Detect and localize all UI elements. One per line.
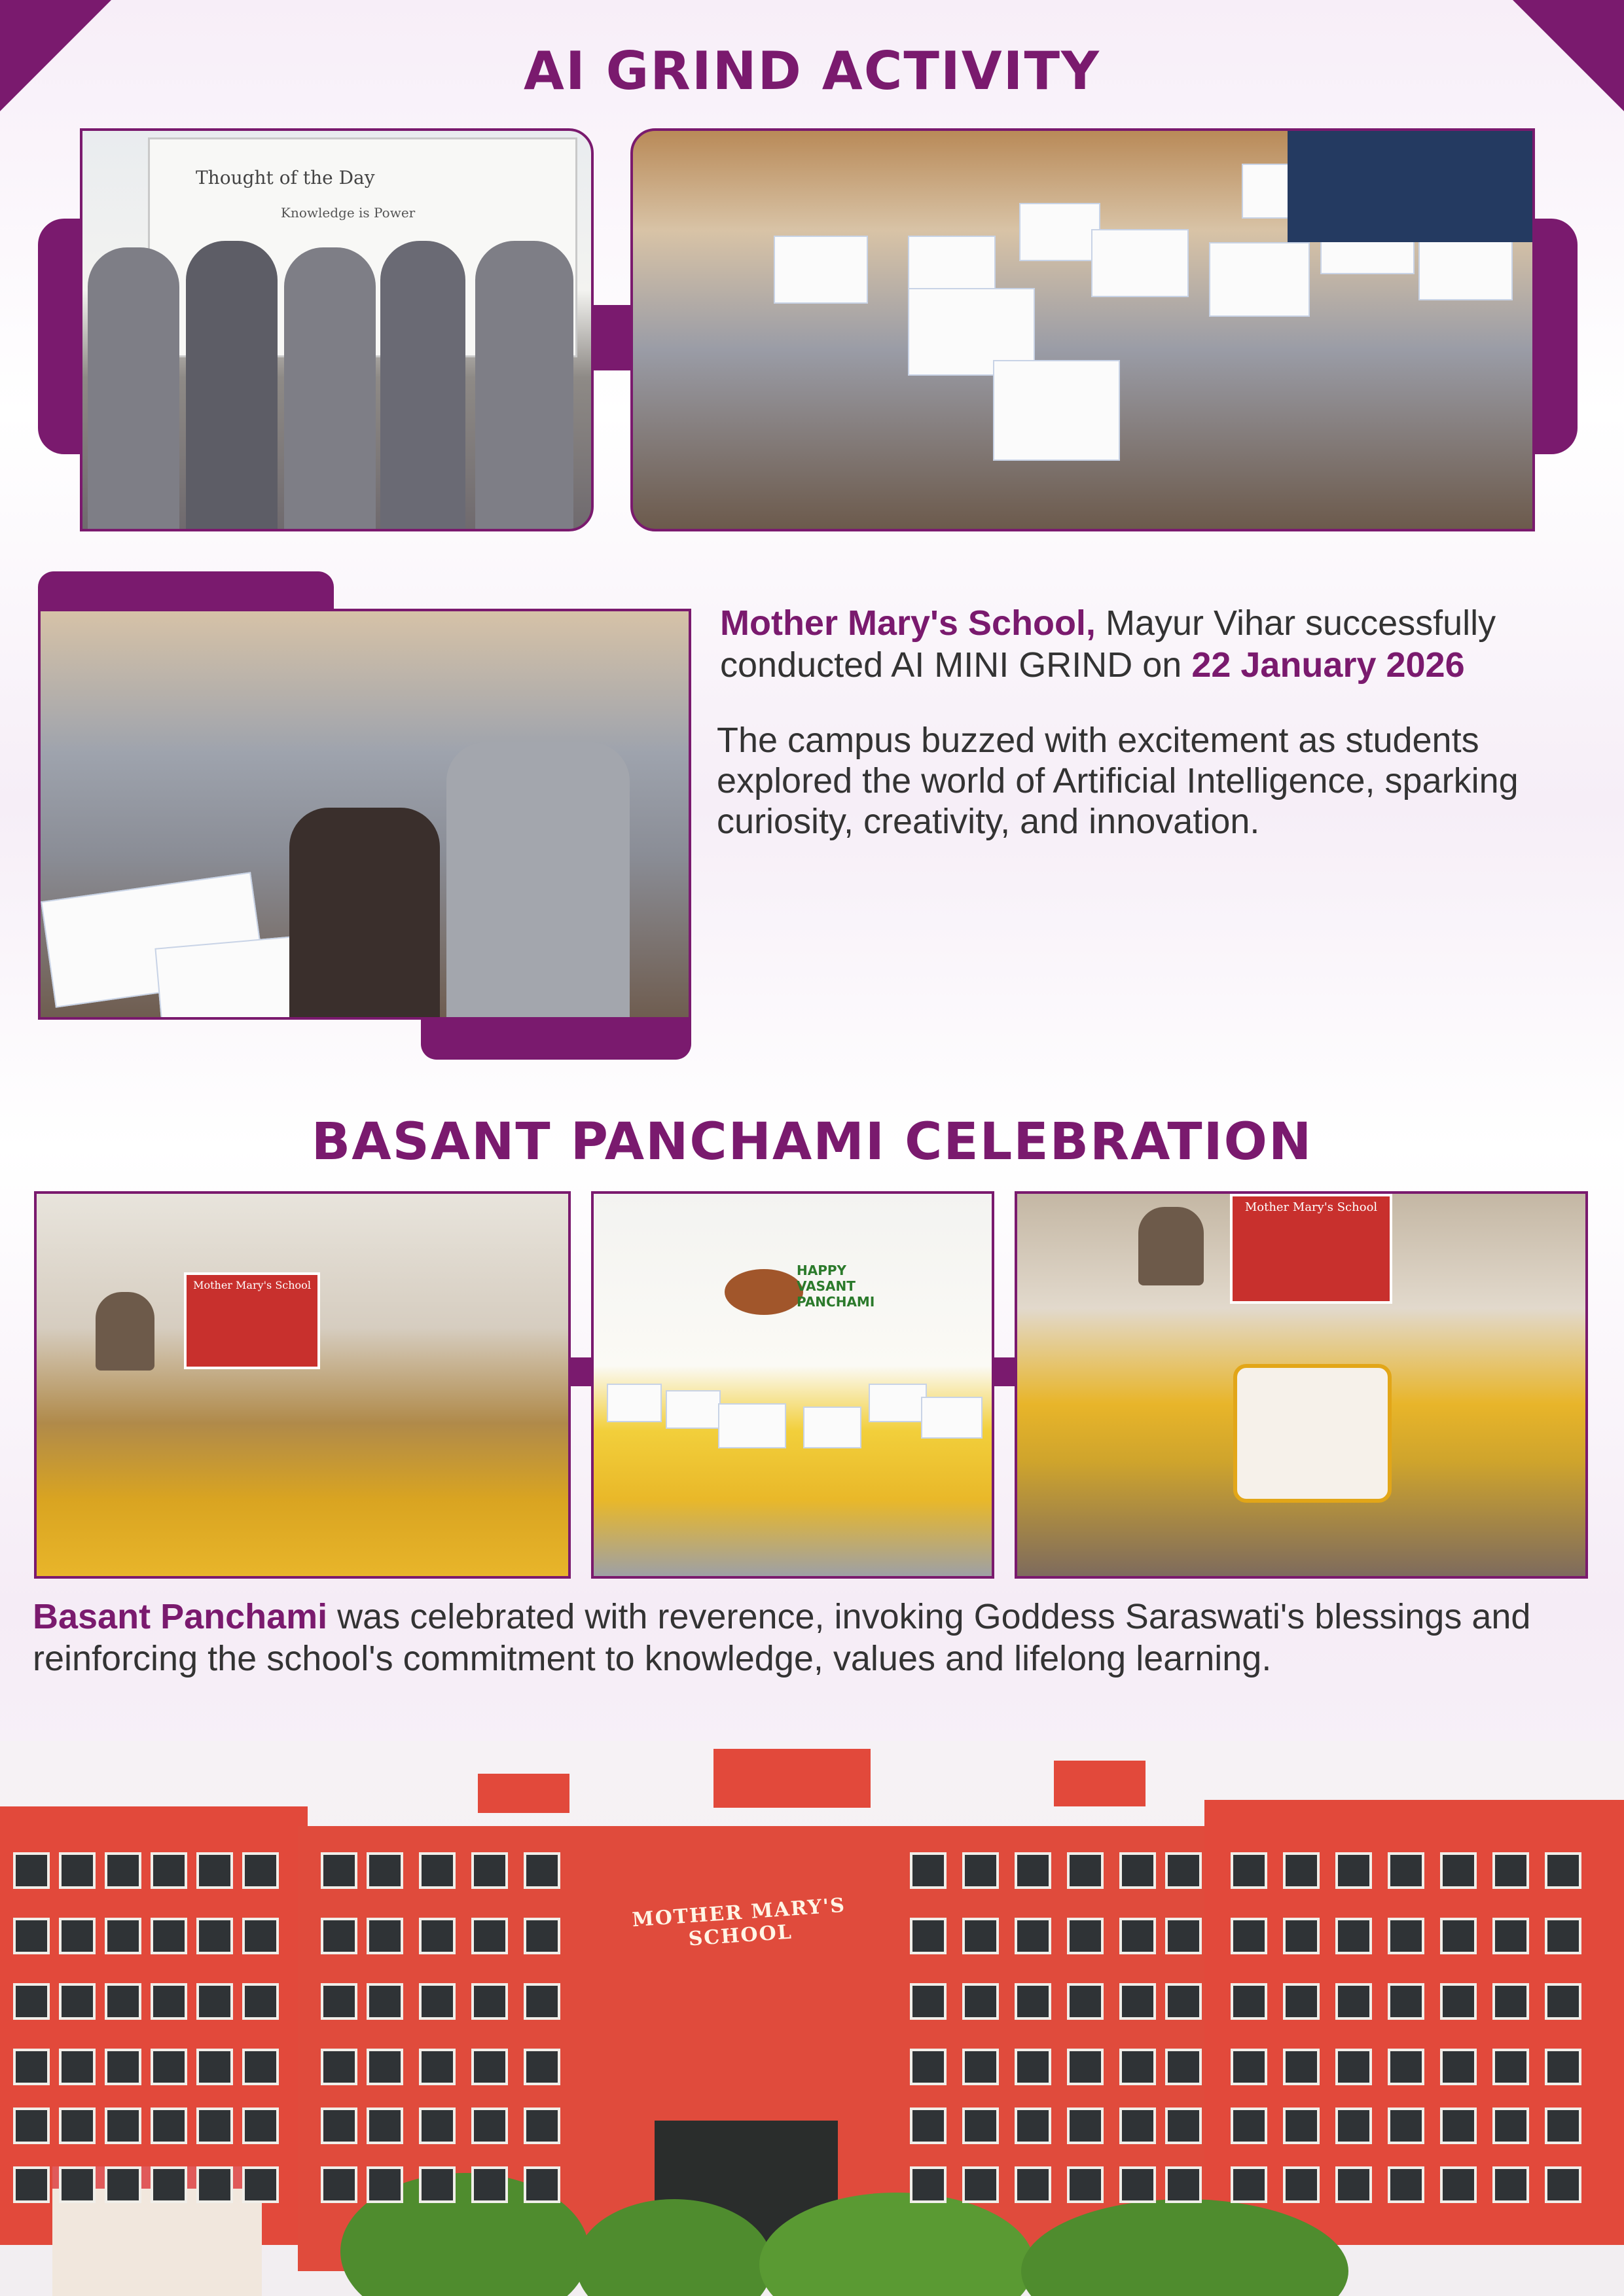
building-window bbox=[1119, 1983, 1156, 2020]
building-window bbox=[471, 1983, 508, 2020]
building-window bbox=[1545, 1918, 1581, 1954]
building-window bbox=[151, 2108, 187, 2144]
building-window bbox=[367, 1983, 403, 2020]
building-window bbox=[1165, 2166, 1202, 2203]
saraswati-banner bbox=[184, 1272, 320, 1369]
building-window bbox=[59, 2049, 96, 2085]
building-window bbox=[1545, 2049, 1581, 2085]
banner-text: Mother Mary's School bbox=[193, 1279, 311, 1291]
building-window bbox=[910, 2049, 947, 2085]
building-sign: MOTHER MARY'S SCHOOL bbox=[631, 1893, 847, 1951]
building-window bbox=[1388, 1983, 1424, 2020]
student-figure bbox=[446, 742, 630, 1017]
building-window bbox=[419, 2108, 456, 2144]
paper-sheet bbox=[1418, 236, 1513, 300]
ai-photo-classroom-raised-papers bbox=[630, 128, 1535, 531]
building-window bbox=[196, 2166, 233, 2203]
building-window bbox=[13, 2049, 50, 2085]
building-window bbox=[1335, 2166, 1372, 2203]
building-window bbox=[105, 2108, 141, 2144]
building-window bbox=[471, 2049, 508, 2085]
building-window bbox=[151, 1918, 187, 1954]
building-window bbox=[1165, 2049, 1202, 2085]
paper-sheet bbox=[1019, 203, 1100, 261]
building-window bbox=[242, 1852, 279, 1889]
building-window bbox=[1067, 1983, 1104, 2020]
building-window bbox=[1492, 2108, 1529, 2144]
intro-text: Mayur Vihar successfully conducted AI MINI GRIND on bbox=[720, 603, 1496, 685]
basant-photo-assembly bbox=[34, 1191, 571, 1579]
building-window bbox=[1283, 1983, 1320, 2020]
building-window bbox=[1231, 1852, 1267, 1889]
building-window bbox=[367, 2166, 403, 2203]
building-window bbox=[962, 1983, 999, 2020]
building-window bbox=[59, 1983, 96, 2020]
building-window bbox=[367, 2049, 403, 2085]
building-window bbox=[242, 2108, 279, 2144]
building-window bbox=[1119, 2108, 1156, 2144]
building-window bbox=[419, 1852, 456, 1889]
building-window bbox=[242, 2049, 279, 2085]
building-window bbox=[524, 1918, 560, 1954]
building-window bbox=[1283, 1852, 1320, 1889]
building-window bbox=[1545, 2108, 1581, 2144]
building-window bbox=[471, 2166, 508, 2203]
building-window bbox=[962, 2108, 999, 2144]
drawing-sheet bbox=[803, 1407, 861, 1448]
event-date: 22 January 2026 bbox=[1191, 645, 1465, 685]
building-window bbox=[1545, 1852, 1581, 1889]
side-tab-left bbox=[38, 219, 84, 454]
ai-description-paragraph: The campus buzzed with excitement as students explored the world of Artificial Intelligence, sparking curiosity, creativity, and innovation. bbox=[717, 721, 1519, 841]
building-window bbox=[471, 1918, 508, 1954]
building-window bbox=[1015, 1918, 1051, 1954]
building-window bbox=[13, 1852, 50, 1889]
building-window bbox=[910, 1852, 947, 1889]
student-figure bbox=[380, 241, 465, 529]
student-figure bbox=[289, 808, 440, 1017]
building-window bbox=[196, 2049, 233, 2085]
building-window bbox=[1015, 1852, 1051, 1889]
building-window bbox=[1335, 2108, 1372, 2144]
building-window bbox=[1067, 2049, 1104, 2085]
vasant-panchami-board bbox=[725, 1249, 895, 1328]
basant-panchami-title: BASANT PANCHAMI CELEBRATION bbox=[311, 1113, 1313, 1172]
building-window bbox=[1231, 2166, 1267, 2203]
building-window bbox=[321, 1983, 357, 2020]
building-window bbox=[1283, 2108, 1320, 2144]
building-window bbox=[196, 1918, 233, 1954]
building-window bbox=[59, 1918, 96, 1954]
rooftop-block bbox=[713, 1749, 871, 1808]
building-window bbox=[196, 1983, 233, 2020]
building-window bbox=[1388, 2108, 1424, 2144]
building-window bbox=[524, 2166, 560, 2203]
building-window bbox=[1388, 1918, 1424, 1954]
building-window bbox=[524, 1852, 560, 1889]
building-window bbox=[1067, 1852, 1104, 1889]
building-window bbox=[419, 2166, 456, 2203]
building-window bbox=[321, 2166, 357, 2203]
banner-text: HAPPY VASANT PANCHAMI bbox=[797, 1263, 875, 1310]
building-window bbox=[1492, 1918, 1529, 1954]
basant-description-paragraph bbox=[33, 1596, 1591, 1679]
building-window bbox=[1067, 2166, 1104, 2203]
building-window bbox=[419, 2049, 456, 2085]
building-window bbox=[367, 2108, 403, 2144]
building-window bbox=[1440, 2049, 1477, 2085]
building-window bbox=[1545, 1983, 1581, 2020]
basant-lead: Basant Panchami bbox=[33, 1597, 328, 1636]
saraswati-banner bbox=[1230, 1194, 1392, 1304]
building-window bbox=[1231, 1983, 1267, 2020]
building-window bbox=[1231, 2108, 1267, 2144]
building-window bbox=[419, 1983, 456, 2020]
building-window bbox=[105, 2166, 141, 2203]
basant-text: was celebrated with reverence, invoking Goddess Saraswati's blessings and reinforcing the school's commitment to knowledge, values and lifelong learning. bbox=[33, 1597, 1531, 1678]
building-window bbox=[524, 1983, 560, 2020]
drawing-sheet bbox=[921, 1397, 983, 1439]
basant-photo-saraswati-altar bbox=[1015, 1191, 1588, 1579]
building-window bbox=[13, 2108, 50, 2144]
building-window bbox=[1492, 1983, 1529, 2020]
building-window bbox=[105, 1983, 141, 2020]
building-window bbox=[1492, 2166, 1529, 2203]
building-window bbox=[1067, 1918, 1104, 1954]
building-window bbox=[1440, 1852, 1477, 1889]
building-window bbox=[962, 1852, 999, 1889]
building-window bbox=[962, 2049, 999, 2085]
school-name: Mother Mary's School, bbox=[720, 603, 1096, 643]
building-window bbox=[1165, 1983, 1202, 2020]
building-window bbox=[1283, 1918, 1320, 1954]
student-figure bbox=[88, 247, 179, 529]
connector-bar bbox=[592, 305, 633, 370]
side-tab-right bbox=[1532, 219, 1578, 454]
building-window bbox=[962, 1918, 999, 1954]
building-window bbox=[910, 1983, 947, 2020]
building-window bbox=[59, 1852, 96, 1889]
building-window bbox=[1015, 1983, 1051, 2020]
flower-altar bbox=[1233, 1364, 1392, 1503]
building-window bbox=[1440, 1983, 1477, 2020]
student-figure bbox=[284, 247, 376, 529]
building-window bbox=[1335, 2049, 1372, 2085]
building-window bbox=[242, 1918, 279, 1954]
photo-tab-top bbox=[38, 571, 334, 611]
drawing-sheet bbox=[607, 1384, 662, 1422]
paper-sheet bbox=[1091, 229, 1189, 297]
building-window bbox=[59, 2166, 96, 2203]
building-window bbox=[471, 1852, 508, 1889]
drawing-sheet bbox=[869, 1384, 927, 1422]
building-window bbox=[151, 1983, 187, 2020]
paper-sheet bbox=[774, 236, 868, 304]
building-window bbox=[1119, 1852, 1156, 1889]
notice-board bbox=[1288, 131, 1535, 242]
building-window bbox=[1545, 2166, 1581, 2203]
building-window bbox=[13, 1983, 50, 2020]
building-window bbox=[321, 2049, 357, 2085]
building-window bbox=[59, 2108, 96, 2144]
building-window bbox=[1283, 2166, 1320, 2203]
building-window bbox=[1015, 2049, 1051, 2085]
rooftop-block bbox=[478, 1774, 569, 1813]
building-window bbox=[1388, 2049, 1424, 2085]
building-window bbox=[1388, 2166, 1424, 2203]
photo-tab-bottom bbox=[421, 1018, 691, 1060]
building-window bbox=[151, 1852, 187, 1889]
building-window bbox=[910, 1918, 947, 1954]
building-window bbox=[105, 1918, 141, 1954]
building-window bbox=[321, 2108, 357, 2144]
ai-intro-paragraph bbox=[720, 602, 1617, 686]
bust-statue bbox=[1138, 1207, 1204, 1285]
basant-photo-children-with-drawings bbox=[591, 1191, 994, 1579]
building-window bbox=[242, 1983, 279, 2020]
veena-drawing bbox=[725, 1269, 803, 1315]
building-window bbox=[242, 2166, 279, 2203]
building-window bbox=[105, 2049, 141, 2085]
banner-text: Mother Mary's School bbox=[1244, 1200, 1378, 1214]
student-figure bbox=[475, 241, 573, 529]
building-window bbox=[151, 2166, 187, 2203]
building-window bbox=[321, 1852, 357, 1889]
student-figure bbox=[186, 241, 278, 529]
building-window bbox=[1492, 1852, 1529, 1889]
building-window bbox=[1067, 2108, 1104, 2144]
paper-sheet bbox=[993, 360, 1120, 461]
building-window bbox=[524, 2108, 560, 2144]
bust-statue bbox=[96, 1292, 154, 1371]
building-window bbox=[1335, 1918, 1372, 1954]
building-window bbox=[367, 1852, 403, 1889]
building-window bbox=[105, 1852, 141, 1889]
drawing-sheet bbox=[666, 1390, 721, 1429]
building-window bbox=[196, 1852, 233, 1889]
building-window bbox=[1283, 2049, 1320, 2085]
building-window bbox=[1388, 1852, 1424, 1889]
building-window bbox=[196, 2108, 233, 2144]
whiteboard-text-2: Knowledge is Power bbox=[281, 205, 416, 221]
building-window bbox=[1165, 2108, 1202, 2144]
building-window bbox=[13, 2166, 50, 2203]
building-window bbox=[1335, 1983, 1372, 2020]
school-building-photo bbox=[0, 1741, 1624, 2296]
paper-sheet bbox=[1209, 242, 1310, 317]
building-window bbox=[1165, 1918, 1202, 1954]
building-window bbox=[1015, 2166, 1051, 2203]
building-window bbox=[471, 2108, 508, 2144]
building-window bbox=[367, 1918, 403, 1954]
building-window bbox=[1492, 2049, 1529, 2085]
building-window bbox=[1015, 2108, 1051, 2144]
ai-photo-students-with-certificates bbox=[80, 128, 594, 531]
building-window bbox=[1119, 2166, 1156, 2203]
building-window bbox=[1335, 1852, 1372, 1889]
building-window bbox=[1440, 1918, 1477, 1954]
building-window bbox=[1119, 1918, 1156, 1954]
connector-bar bbox=[992, 1357, 1017, 1386]
building-window bbox=[1231, 2049, 1267, 2085]
drawing-sheet bbox=[718, 1403, 786, 1448]
building-window bbox=[1440, 2166, 1477, 2203]
building-window bbox=[524, 2049, 560, 2085]
ai-grind-title: AI GRIND ACTIVITY bbox=[524, 41, 1100, 101]
building-window bbox=[151, 2049, 187, 2085]
building-window bbox=[1440, 2108, 1477, 2144]
building-window bbox=[962, 2166, 999, 2203]
ai-photo-students-writing bbox=[38, 609, 691, 1020]
rooftop-block bbox=[1054, 1761, 1146, 1806]
building-window bbox=[1231, 1918, 1267, 1954]
building-window bbox=[13, 1918, 50, 1954]
building-window bbox=[321, 1918, 357, 1954]
building-window bbox=[910, 2166, 947, 2203]
whiteboard-text: Thought of the Day bbox=[196, 167, 375, 188]
building-window bbox=[1119, 2049, 1156, 2085]
building-window bbox=[910, 2108, 947, 2144]
building-window bbox=[419, 1918, 456, 1954]
connector-bar bbox=[569, 1357, 594, 1386]
building-window bbox=[1165, 1852, 1202, 1889]
